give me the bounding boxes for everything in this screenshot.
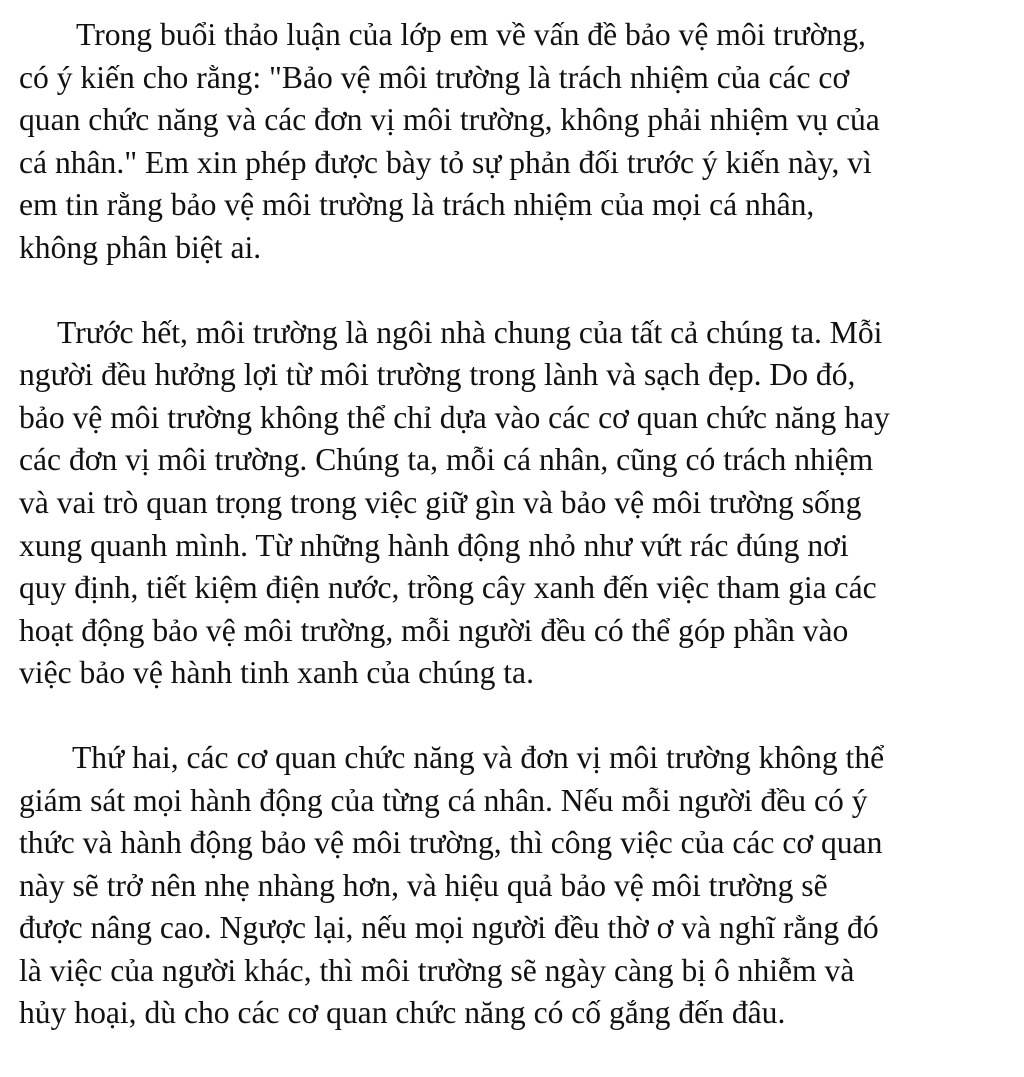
paragraph-line: và vai trò quan trọng trong việc giữ gìn và bảo vệ môi trường sống (19, 484, 862, 520)
paragraph-line: thức và hành động bảo vệ môi trường, thì công việc của các cơ quan (19, 825, 883, 861)
paragraph-line: quy định, tiết kiệm điện nước, trồng cây xanh đến việc tham gia các (19, 570, 877, 606)
paragraph-line: việc bảo vệ hành tinh xanh của chúng ta. (19, 655, 534, 691)
paragraph-line: quan chức năng và các đơn vị môi trường, không phải nhiệm vụ của (19, 102, 880, 138)
paragraph-line: là việc của người khác, thì môi trường sẽ ngày càng bị ô nhiễm và (19, 952, 855, 988)
paragraph-1 (19, 14, 1012, 270)
paragraph-line: cá nhân." Em xin phép được bày tỏ sự phản đối trước ý kiến này, vì (19, 144, 872, 180)
paragraph-line: em tin rằng bảo vệ môi trường là trách nhiệm của mọi cá nhân, (19, 187, 815, 223)
paragraph-line: các đơn vị môi trường. Chúng ta, mỗi cá nhân, cũng có trách nhiệm (19, 442, 874, 478)
paragraph-3 (19, 737, 1012, 1035)
paragraph-line: không phân biệt ai. (19, 229, 262, 265)
paragraph-line: này sẽ trở nên nhẹ nhàng hơn, và hiệu quả bảo vệ môi trường sẽ (19, 867, 828, 903)
paragraph-line: giám sát mọi hành động của từng cá nhân. Nếu mỗi người đều có ý (19, 782, 868, 818)
paragraph-line: Trước hết, môi trường là ngôi nhà chung của tất cả chúng ta. Mỗi (57, 314, 883, 350)
paragraph-2 (19, 312, 1012, 695)
paragraph-line: Trong buổi thảo luận của lớp em về vấn đề bảo vệ môi trường, (76, 17, 866, 52)
paragraph-line: hoạt động bảo vệ môi trường, mỗi người đều có thể góp phần vào (19, 612, 849, 648)
paragraph-line: bảo vệ môi trường không thể chỉ dựa vào các cơ quan chức năng hay (19, 399, 890, 435)
paragraph-line: có ý kiến cho rằng: "Bảo vệ môi trường là trách nhiệm của các cơ (19, 59, 850, 95)
paragraph-line: người đều hưởng lợi từ môi trường trong lành và sạch đẹp. Do đó, (19, 357, 856, 393)
paragraph-line: được nâng cao. Ngược lại, nếu mọi người đều thờ ơ và nghĩ rằng đó (19, 910, 879, 946)
paragraph-line: hủy hoại, dù cho các cơ quan chức năng có cố gắng đến đâu. (19, 995, 786, 1031)
paragraph-line: Thứ hai, các cơ quan chức năng và đơn vị môi trường không thể (72, 739, 885, 775)
paragraph-line: xung quanh mình. Từ những hành động nhỏ như vứt rác đúng nơi (19, 527, 849, 563)
